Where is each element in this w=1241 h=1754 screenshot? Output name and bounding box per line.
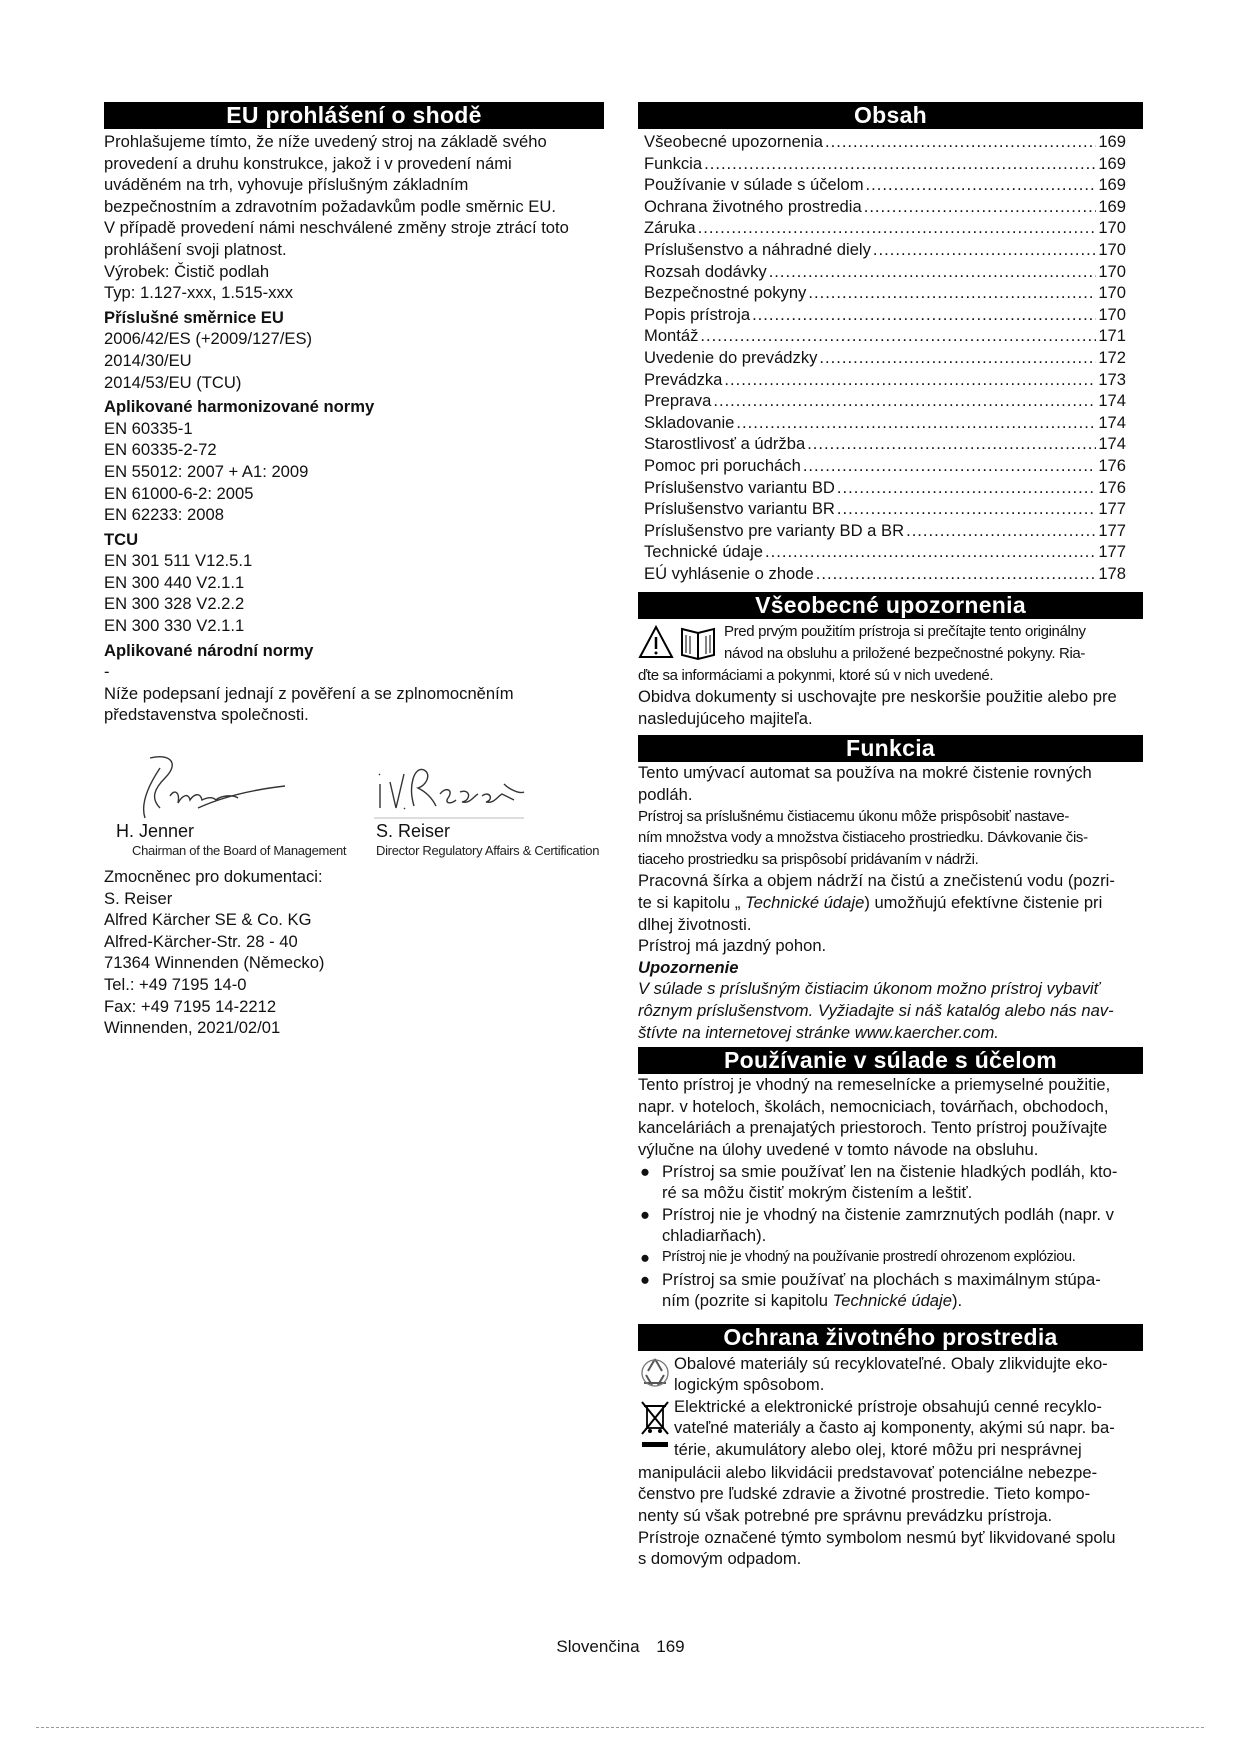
list-item: ● Prístroj nie je vhodný na čistenie zamrznutých podláh (napr. v chladiarňach). [640,1204,1114,1246]
toc-entry-label: Popis prístroja [644,304,751,324]
directive-item: 2006/42/ES (+2009/127/ES) [104,329,313,349]
intro-line: bezpečnostním a zdravotním požadavkům podle směrnic EU. [104,196,556,216]
contact-line: S. Reiser [104,888,173,908]
signer2-title: Director Regulatory Affairs & Certification [376,843,600,859]
use-line: výlučne na úlohy uvedené v tomto návode na obsluhu. [638,1139,1039,1159]
toc-entry-page: 170 [1098,239,1126,259]
contact-line: Zmocněnec pro dokumentaci: [104,867,323,887]
toc-entry-page: 174 [1098,434,1126,454]
contact-line: Alfred-Kärcher-Str. 28 - 40 [104,931,298,951]
slovak-content-column [638,102,1143,1570]
footer-language: Slovenčina [556,1637,640,1656]
norm-item: EN 60335-2-72 [104,440,217,460]
weee-line: vateľné materiály a často aj komponenty, akými sú napr. ba- [674,1418,1115,1438]
contact-line: Alfred Kärcher SE & Co. KG [104,910,312,930]
toc-entry-page: 170 [1098,304,1126,324]
weee-line: čenstvo pre ľudské zdravie a životné prostredie. Tieto kompo- [638,1484,1091,1504]
toc-entry-label: Uvedenie do prevádzky [644,347,818,367]
toc-entry[interactable] [644,477,1126,499]
note-line: štívte na internetovej stránke www.kaercher.com. [638,1022,999,1042]
crossed-bin-icon [638,1396,672,1462]
general-notes-title: Všeobecné upozornenia [638,592,1143,619]
toc-leader-dots [807,433,1096,455]
toc-entry-page: 169 [1098,175,1126,195]
toc-entry-page: 174 [1098,412,1126,432]
toc-leader-dots [765,541,1096,563]
toc-entry[interactable] [644,369,1126,391]
toc-entry-page: 170 [1098,218,1126,238]
toc-entry[interactable] [644,455,1126,477]
use-line: Tento prístroj je vhodný na remeselnícke a priemyselné použitie, [638,1075,1111,1095]
toc-entry-label: Používanie v súlade s účelom [644,175,864,195]
intro-line: V případě provedení námi neschválené změny stroje ztrácí toto [104,218,569,238]
intro-line: Prohlašujeme tímto, že níže uvedený stroj na základě svého [104,132,547,151]
weee-line: térie, akumulátory alebo olej, ktoré môžu pri nesprávnej [674,1440,1082,1460]
intended-use-title: Používanie v súlade s účelom [638,1047,1143,1074]
toc-entry-page: 170 [1098,283,1126,303]
toc-leader-dots [816,563,1097,585]
toc-leader-dots [866,174,1097,196]
toc-entry[interactable] [644,390,1126,412]
toc-leader-dots [825,131,1096,153]
tcu-item: EN 300 328 V2.2.2 [104,594,245,614]
list-item: ● Prístroj sa smie používať na plochách s maximálnym stúpa- ním (pozrite si kapitolu Technické údaje). [640,1269,1101,1311]
bullet-text: Prístroj nie je vhodný na používanie prostredí ohrozenom explóziou. [662,1248,1076,1265]
table-of-contents [644,131,1143,584]
toc-entry-label: Príslušenstvo variantu BD [644,477,835,497]
signature-jenner-image [120,748,300,828]
toc-entry-page: 173 [1098,369,1126,389]
toc-entry[interactable] [644,498,1126,520]
toc-entry-label: Montáž [644,326,699,346]
signer1-title: Chairman of the Board of Management [132,843,347,859]
toc-entry-label: Prevádzka [644,369,723,389]
toc-leader-dots [864,196,1097,218]
function-line: tiaceho prostriedku sa prispôsobí pridávaním v nádrži. [638,850,979,868]
toc-entry-label: Technické údaje [644,542,763,562]
general-text-line: nasledujúceho majiteľa. [638,708,813,728]
toc-entry-label: Rozsah dodávky [644,261,767,281]
toc-entry-label: Preprava [644,391,712,411]
toc-entry-page: 176 [1098,477,1126,497]
function-text: ) umožňujú efektívne čistenie pri [864,893,1103,912]
toc-leader-dots [736,412,1096,434]
use-line: napr. v hoteloch, školách, nemocniciach, továrňach, obchodoch, [638,1096,1109,1116]
recycle-line: logickým spôsobom. [674,1375,825,1395]
toc-entry[interactable] [644,541,1126,563]
function-line: Pracovná šírka a objem nádrží na čistú a znečistenú vodu (pozri- [638,871,1115,891]
signed-text: Níže podepsaní jednají z pověření a se zplnomocněním [104,683,514,703]
toc-leader-dots [724,369,1096,391]
toc-leader-dots [769,261,1097,283]
toc-entry-label: Príslušenstvo a náhradné diely [644,239,871,259]
toc-entry-page: 178 [1098,563,1126,583]
technical-data-link[interactable]: Technické údaje [832,1291,952,1311]
toc-title: Obsah [638,102,1143,129]
national-norms-heading: Aplikované národní normy [104,640,314,660]
norm-item: EN 62233: 2008 [104,505,224,525]
toc-entry[interactable] [644,433,1126,455]
toc-entry[interactable] [644,196,1126,218]
signatures-block [104,726,604,861]
toc-entry-page: 171 [1098,326,1126,346]
general-text-line: Obidva dokumenty si uschovajte pre neskoršie použitie alebo pre [638,687,1117,707]
toc-entry-page: 177 [1098,542,1126,562]
weee-block [638,1396,1143,1462]
env-last-line: s domovým odpadom. [638,1549,802,1569]
function-line: podláh. [638,785,693,805]
toc-entry[interactable] [644,261,1126,283]
toc-entry[interactable] [644,325,1126,347]
bullet-text: Prístroj nie je vhodný na čistenie zamrznutých podláh (napr. v [662,1204,1114,1224]
intro-paragraph [104,131,604,261]
norm-item: EN 60335-1 [104,418,193,438]
toc-leader-dots [808,282,1096,304]
toc-entry-page: 169 [1098,153,1126,173]
toc-entry-page: 169 [1098,132,1126,151]
toc-entry-label: Bezpečnostné pokyny [644,283,807,303]
norm-item: EN 55012: 2007 + A1: 2009 [104,461,309,481]
norms-heading: Aplikované harmonizované normy [104,397,375,417]
toc-entry[interactable] [644,217,1126,239]
bullet-text: Prístroj sa smie používať na plochách s maximálnym stúpa- [662,1269,1101,1289]
product-line: Výrobek: Čistič podlah [104,261,270,281]
warning-manual-icon [638,623,724,663]
note-line: V súlade s príslušným čistiacim úkonom možno prístroj vybaviť [638,979,1100,999]
list-item: ● Prístroj nie je vhodný na používanie prostredí ohrozenom explóziou. [640,1247,1076,1267]
toc-leader-dots [837,498,1096,520]
page-footer [0,1637,1241,1657]
toc-entry[interactable] [644,563,1126,585]
eu-declaration-column [104,102,604,1039]
toc-leader-dots [819,347,1096,369]
function-line: ním množstva vody a množstva čistiaceho prostriedku. Dávkovanie čis- [638,829,1088,847]
type-line: Typ: 1.127-xxx, 1.515-xxx [104,283,294,303]
toc-leader-dots [873,239,1096,261]
toc-leader-dots [713,390,1096,412]
toc-entry[interactable] [644,520,1126,542]
toc-entry-label: Všeobecné upozornenia [644,132,823,151]
env-last-line: Prístroje označené týmto symbolom nesmú byť likvidované spolu [638,1527,1116,1547]
tcu-item: EN 300 330 V2.1.1 [104,616,245,636]
toc-entry-page: 174 [1098,391,1126,411]
toc-entry-label: Príslušenstvo variantu BR [644,499,835,519]
signed-text: představenstva společnosti. [104,705,309,725]
note-heading: Upozornenie [638,957,739,977]
bullet-text: ré sa môžu čistiť mokrým čistením a leštiť. [662,1183,973,1203]
toc-entry-label: Funkcia [644,153,703,173]
function-line: Tento umývací automat sa používa na mokré čistenie rovných [638,763,1092,783]
function-text: te si kapitolu „ [638,893,745,912]
intro-line: prohlášení svoji platnost. [104,239,287,259]
contact-line: 71364 Winnenden (Německo) [104,953,325,973]
eu-declaration-title: EU prohlášení o shodě [104,102,604,129]
toc-entry[interactable] [644,153,1126,175]
bullet-text: chladiarňach). [662,1226,767,1246]
toc-entry[interactable] [644,282,1126,304]
function-line: dlhej životnosti. [638,914,752,934]
toc-entry[interactable] [644,347,1126,369]
toc-leader-dots [752,304,1096,326]
toc-entry-label: Ochrana životného prostredia [644,196,862,216]
contact-block [104,866,604,1039]
toc-entry-label: Starostlivosť a údržba [644,434,806,454]
directives-heading: Příslušné směrnice EU [104,307,284,327]
directive-item: 2014/53/EU (TCU) [104,372,242,392]
use-line: kanceláriách a prenajatých priestoroch. Tento prístroj používajte [638,1118,1108,1138]
intro-line: provedení a druhu konstrukce, jakož i v provedení námi [104,153,512,173]
note-line: rôznym príslušenstvom. Vyžiadajte si náš katalóg alebo nás nav- [638,1000,1114,1020]
norm-item: EN 61000-6-2: 2005 [104,483,254,503]
toc-entry-page: 169 [1098,196,1126,216]
toc-leader-dots [698,217,1097,239]
directive-item: 2014/30/EU [104,350,192,370]
toc-entry-label: Záruka [644,218,696,238]
tcu-item: EN 301 511 V12.5.1 [104,551,253,571]
toc-entry[interactable] [644,239,1126,261]
bottom-rule [36,1727,1204,1728]
toc-leader-dots [700,325,1096,347]
function-line: Prístroj má jazdný pohon. [638,936,827,956]
toc-leader-dots [704,153,1096,175]
recycle-icon [638,1353,672,1393]
contact-line: Winnenden, 2021/02/01 [104,1018,281,1038]
weee-line: manipulácii alebo likvidácii predstavovať potenciálne nebezpe- [638,1462,1098,1482]
function-title: Funkcia [638,735,1143,762]
bullet-text: Prístroj sa smie používať len na čistenie hladkých podláh, kto- [662,1161,1118,1181]
toc-leader-dots [803,455,1097,477]
list-item: ● Prístroj sa smie používať len na čistenie hladkých podláh, kto- ré sa môžu čistiť mokrým čistením a leštiť. [640,1161,1118,1203]
function-line [638,892,1143,914]
toc-entry-label: Skladovanie [644,412,735,432]
toc-entry[interactable] [644,412,1126,434]
toc-leader-dots [906,520,1096,542]
function-line: Prístroj sa príslušnému čistiacemu úkonu môže prispôsobiť nastave- [638,807,1070,825]
bullet-text: ním (pozrite si kapitolu [662,1291,833,1311]
contact-line: Fax: +49 7195 14-2212 [104,996,277,1016]
toc-entry-page: 170 [1098,261,1126,281]
recycle-line: Obalové materiály sú recyklovateľné. Obaly zlikvidujte eko- [674,1353,1108,1373]
toc-entry-page: 172 [1098,347,1126,367]
page-number: 169 [656,1637,685,1656]
signer2-name: S. Reiser [376,821,451,842]
general-warning-line: ďte sa informáciami a pokynmi, ktoré sú v nich uvedené. [638,666,994,684]
toc-entry[interactable] [644,304,1126,326]
toc-entry-label: Pomoc pri poruchách [644,455,801,475]
toc-entry-page: 177 [1098,520,1126,540]
general-warning-line: Pred prvým použitím prístroja si prečítajte tento originálny [724,623,1086,641]
toc-entry[interactable] [644,174,1126,196]
environment-title: Ochrana životného prostredia [638,1324,1143,1351]
recycle-block [638,1353,1143,1396]
toc-entry-label: EÚ vyhlásenie o zhode [644,563,814,583]
signer1-name: H. Jenner [116,821,195,842]
national-norms-value: - [104,662,110,682]
weee-line: Elektrické a elektronické prístroje obsahujú cenné recyklo- [674,1396,1102,1416]
signature-reiser-image [374,756,534,826]
technical-data-link[interactable]: Technické údaje [744,893,865,912]
toc-entry-page: 177 [1098,499,1126,519]
toc-entry-label: Príslušenstvo pre varianty BD a BR [644,520,905,540]
weee-line: nenty sú však potrebné pre správnu prevádzku prístroja. [638,1506,1053,1526]
contact-line: Tel.: +49 7195 14-0 [104,975,247,994]
tcu-heading: TCU [104,529,139,549]
bullet-text: ). [951,1291,963,1311]
toc-entry-page: 176 [1098,455,1126,475]
intro-line: uváděném na trh, vyhovuje příslušným základním [104,175,469,195]
general-warning-line: návod na obsluhu a priložené bezpečnostné pokyny. Ria- [724,645,1086,663]
toc-leader-dots [837,477,1096,499]
tcu-item: EN 300 440 V2.1.1 [104,572,245,592]
toc-entry[interactable] [644,131,1126,153]
general-warning-block [638,621,1143,664]
